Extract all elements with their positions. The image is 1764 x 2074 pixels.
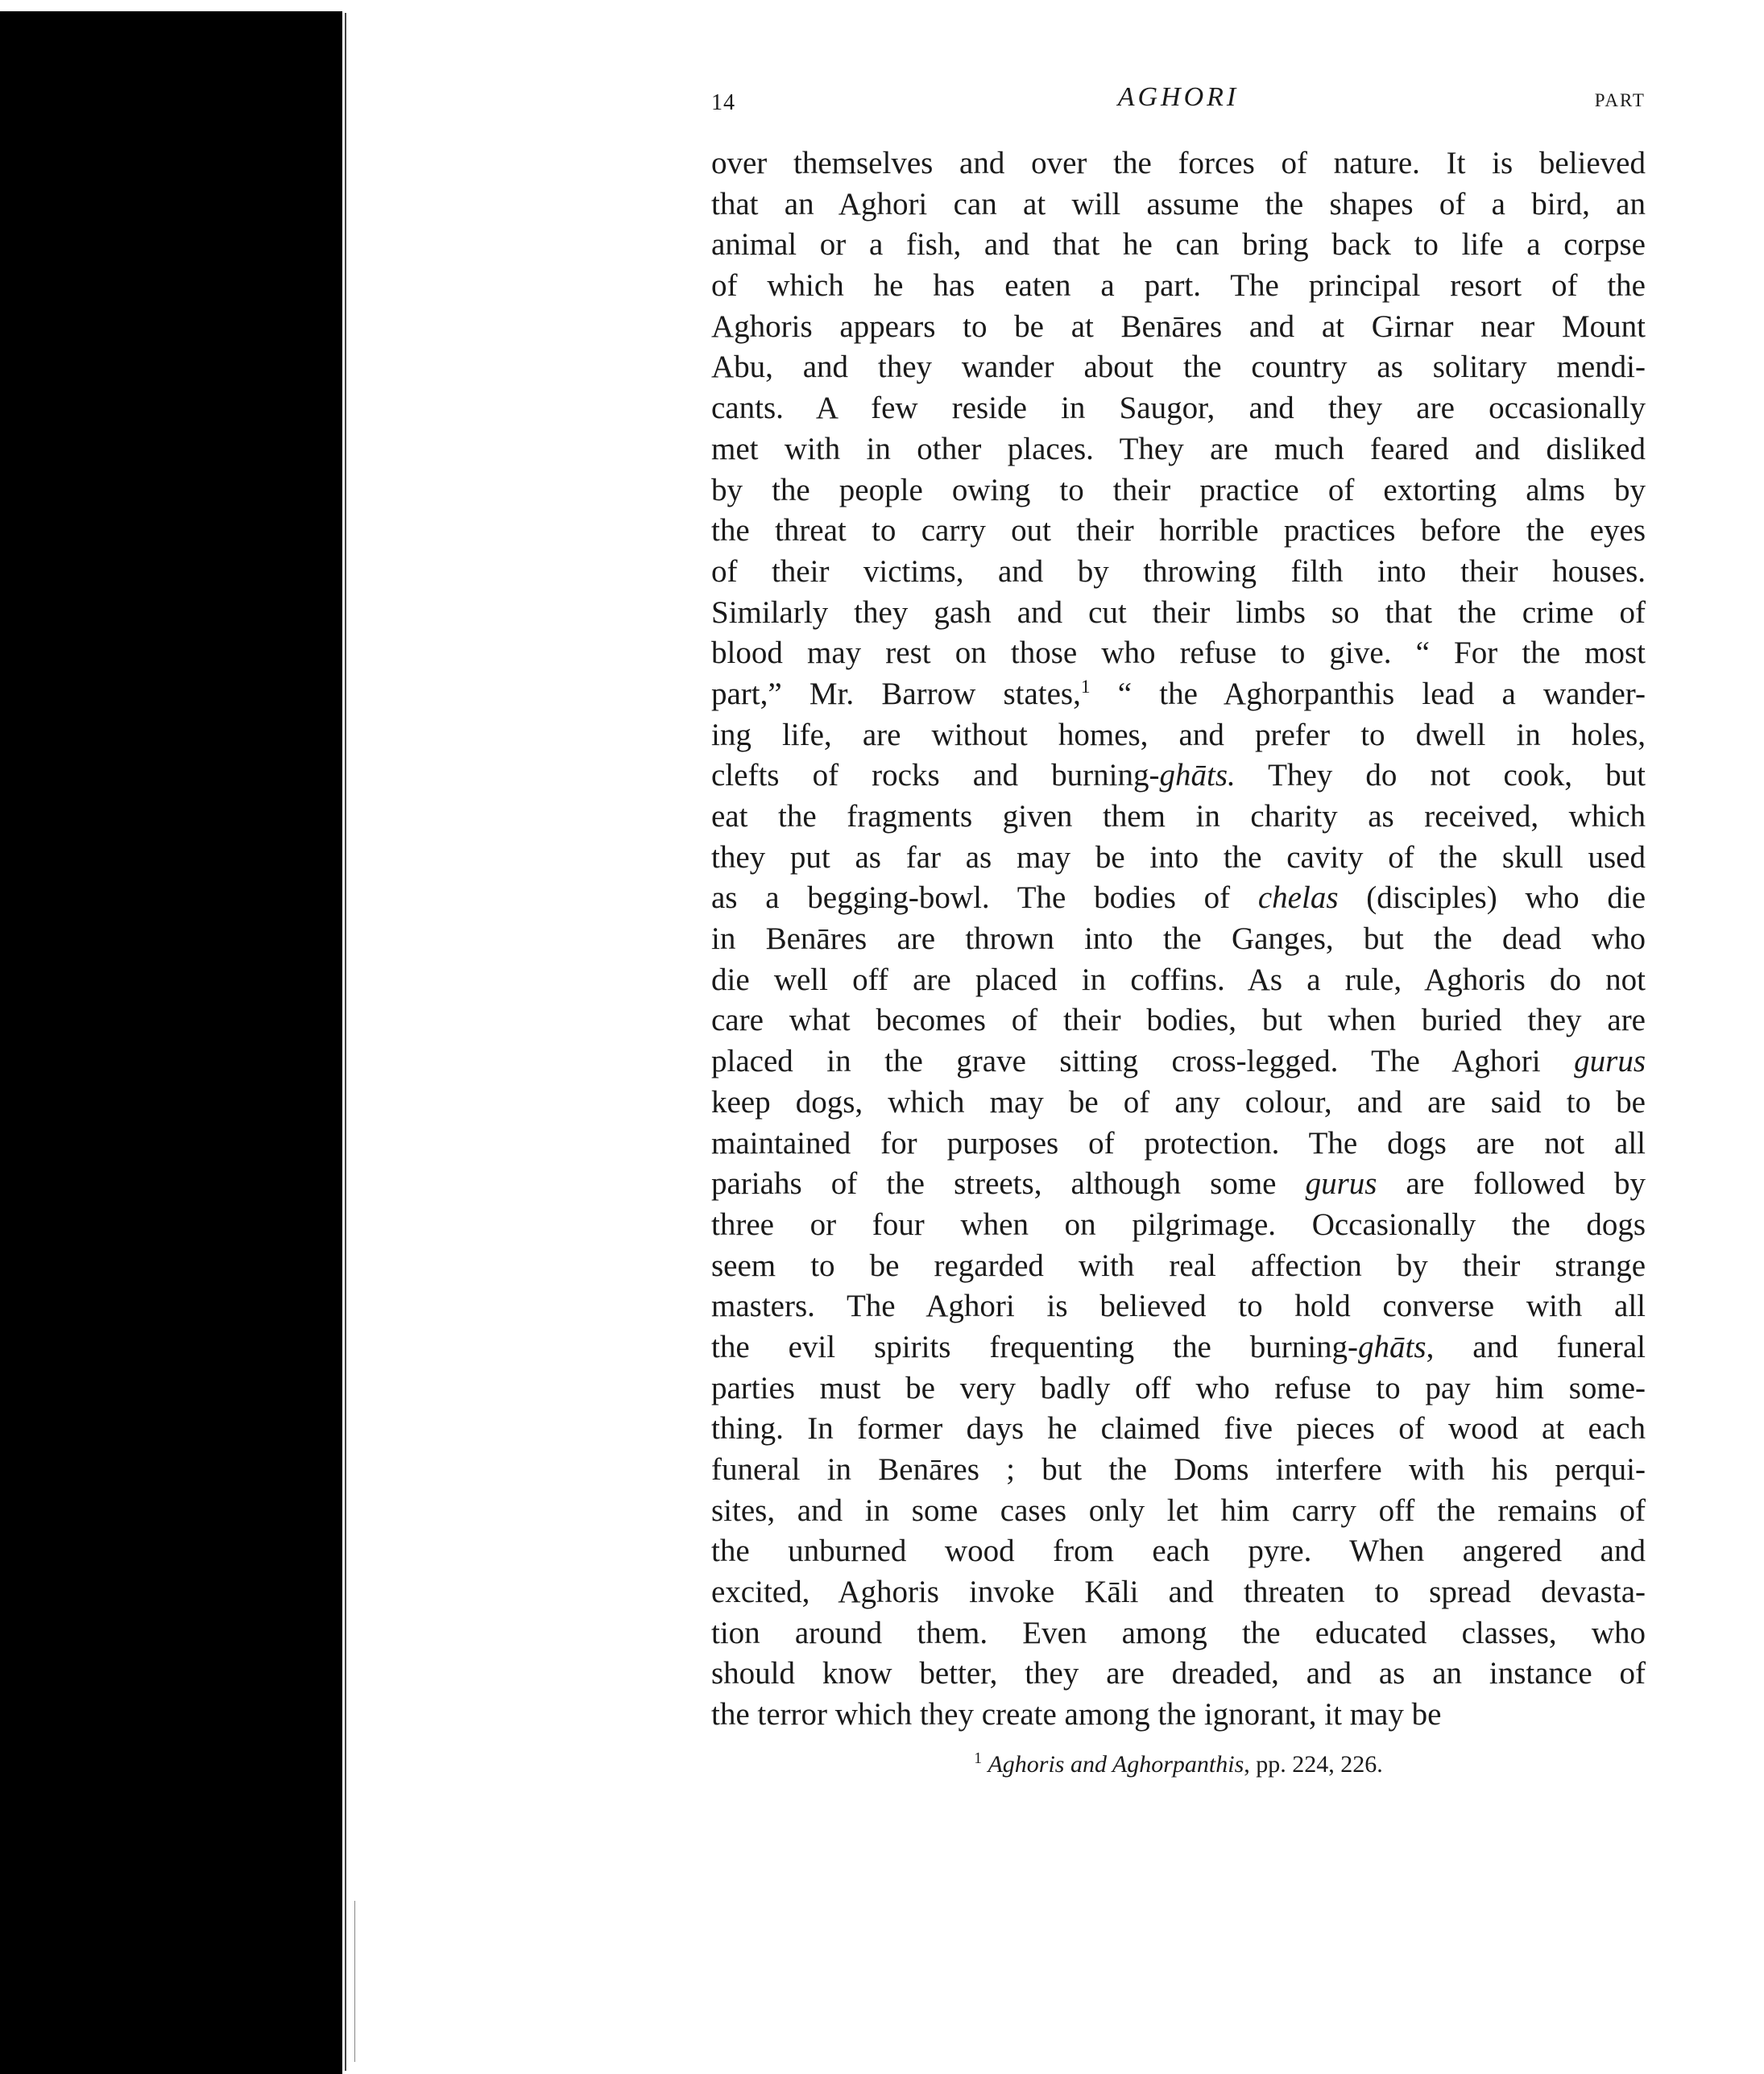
text-line <box>711 1041 1646 1083</box>
text-line: thing. In former days he claimed five pieces of wood at each <box>711 1411 1646 1447</box>
text-run: part,” Mr. Barrow states, <box>711 676 1081 711</box>
text-line: die well off are placed in coffins. As a rule, Aghoris do not <box>711 962 1646 997</box>
footnote-marker: 1 <box>974 1749 982 1767</box>
footnote-reference: 1 <box>1080 676 1091 698</box>
text-run: pariahs of the streets, although some <box>711 1166 1306 1202</box>
text-line: cants. A few reside in Saugor, and they are occasionally <box>711 391 1646 426</box>
text-line <box>711 878 1646 919</box>
text-line <box>711 1327 1646 1368</box>
text-line: of their victims, and by throwing filth into their houses. <box>711 553 1646 589</box>
text-line: seem to be regarded with real affection by their strange <box>711 1248 1646 1283</box>
text-line: excited, Aghoris invoke Kāli and threaten to spread devasta- <box>711 1575 1646 1610</box>
text-line: the unburned wood from each pyre. When angered and <box>711 1534 1646 1569</box>
text-line: care what becomes of their bodies, but when buried they are <box>711 1003 1646 1038</box>
text-run: “ the Aghorpanthis lead a wander- <box>1090 676 1646 711</box>
text-run: , and funeral <box>1426 1329 1646 1364</box>
text-line: blood may rest on those who refuse to give. “ For the most <box>711 635 1646 671</box>
text-line: Similarly they gash and cut their limbs so that the crime of <box>711 594 1646 630</box>
text-run: the evil spirits frequenting the burning- <box>711 1329 1359 1364</box>
text-line <box>711 1164 1646 1205</box>
italic-term: gurus <box>1305 1166 1377 1202</box>
italic-term: ghāts. <box>1159 758 1236 793</box>
footnote-title: Aghoris and Aghorpanthis <box>988 1750 1244 1778</box>
text-run: placed in the grave sitting cross-legged. The Aghori <box>711 1044 1575 1079</box>
text-line: eat the fragments given them in charity as received, which <box>711 799 1646 834</box>
text-line: met with in other places. They are much feared and disliked <box>711 431 1646 466</box>
text-run: They do not cook, but <box>1235 758 1646 793</box>
footnote <box>711 1749 1646 1781</box>
page-edge-line <box>345 13 346 2071</box>
text-line: animal or a fish, and that he can bring back to life a corpse <box>711 227 1646 263</box>
italic-term: gurus <box>1574 1044 1646 1079</box>
text-line: keep dogs, which may be of any colour, and are said to be <box>711 1084 1646 1120</box>
text-line <box>711 755 1646 797</box>
text-line: by the people owing to their practice of extorting alms by <box>711 472 1646 507</box>
section-label: PART <box>1594 90 1646 110</box>
italic-term: chelas <box>1257 880 1339 916</box>
text-run: clefts of rocks and burning- <box>711 758 1160 793</box>
text-line: Abu, and they wander about the country as solitary mendi- <box>711 350 1646 385</box>
text-line: in Benāres are thrown into the Ganges, but the dead who <box>711 921 1646 957</box>
text-line: they put as far as may be into the cavity of the skull used <box>711 839 1646 875</box>
page-edge-line <box>354 1901 355 2062</box>
text-line: the terror which they create among the ignorant, it may be <box>711 1697 1442 1732</box>
text-line: masters. The Aghori is believed to hold converse with all <box>711 1289 1646 1324</box>
text-line: should know better, they are dreaded, and as an instance of <box>711 1656 1646 1691</box>
text-run: (disciples) who die <box>1338 880 1646 916</box>
text-line: three or four when on pilgrimage. Occasionally the dogs <box>711 1207 1646 1242</box>
text-line: sites, and in some cases only let him carry off the remains of <box>711 1492 1646 1528</box>
text-run: are followed by <box>1377 1166 1646 1202</box>
text-line: over themselves and over the forces of nature. It is believed <box>711 146 1646 180</box>
text-line: that an Aghori can at will assume the shapes of a bird, an <box>711 186 1646 221</box>
text-line: parties must be very badly off who refuse to pay him some- <box>711 1370 1646 1405</box>
text-line: tion around them. Even among the educated classes, who <box>711 1615 1646 1650</box>
italic-term: ghāts <box>1358 1329 1427 1364</box>
text-line: ing life, are without homes, and prefer to dwell in holes, <box>711 717 1646 752</box>
text-line: of which he has eaten a part. The principal resort of the <box>711 268 1646 304</box>
text-line: maintained for purposes of protection. The dogs are not all <box>711 1125 1646 1161</box>
body-text <box>711 143 1646 1736</box>
text-line: the threat to carry out their horrible practices before the eyes <box>711 513 1646 549</box>
text-run: as a begging-bowl. The bodies of <box>711 880 1258 916</box>
page-number: 14 <box>711 90 735 115</box>
book-page <box>711 81 1646 1781</box>
text-line <box>711 674 1646 715</box>
scan-black-margin <box>0 11 342 2074</box>
text-line: Aghoris appears to be at Benāres and at Girnar near Mount <box>711 308 1646 344</box>
footnote-pages: , pp. 224, 226. <box>1244 1750 1383 1778</box>
running-title: AGHORI <box>1117 82 1240 112</box>
text-line: funeral in Benāres ; but the Doms interfere with his perqui- <box>711 1452 1646 1487</box>
running-header <box>711 81 1646 119</box>
